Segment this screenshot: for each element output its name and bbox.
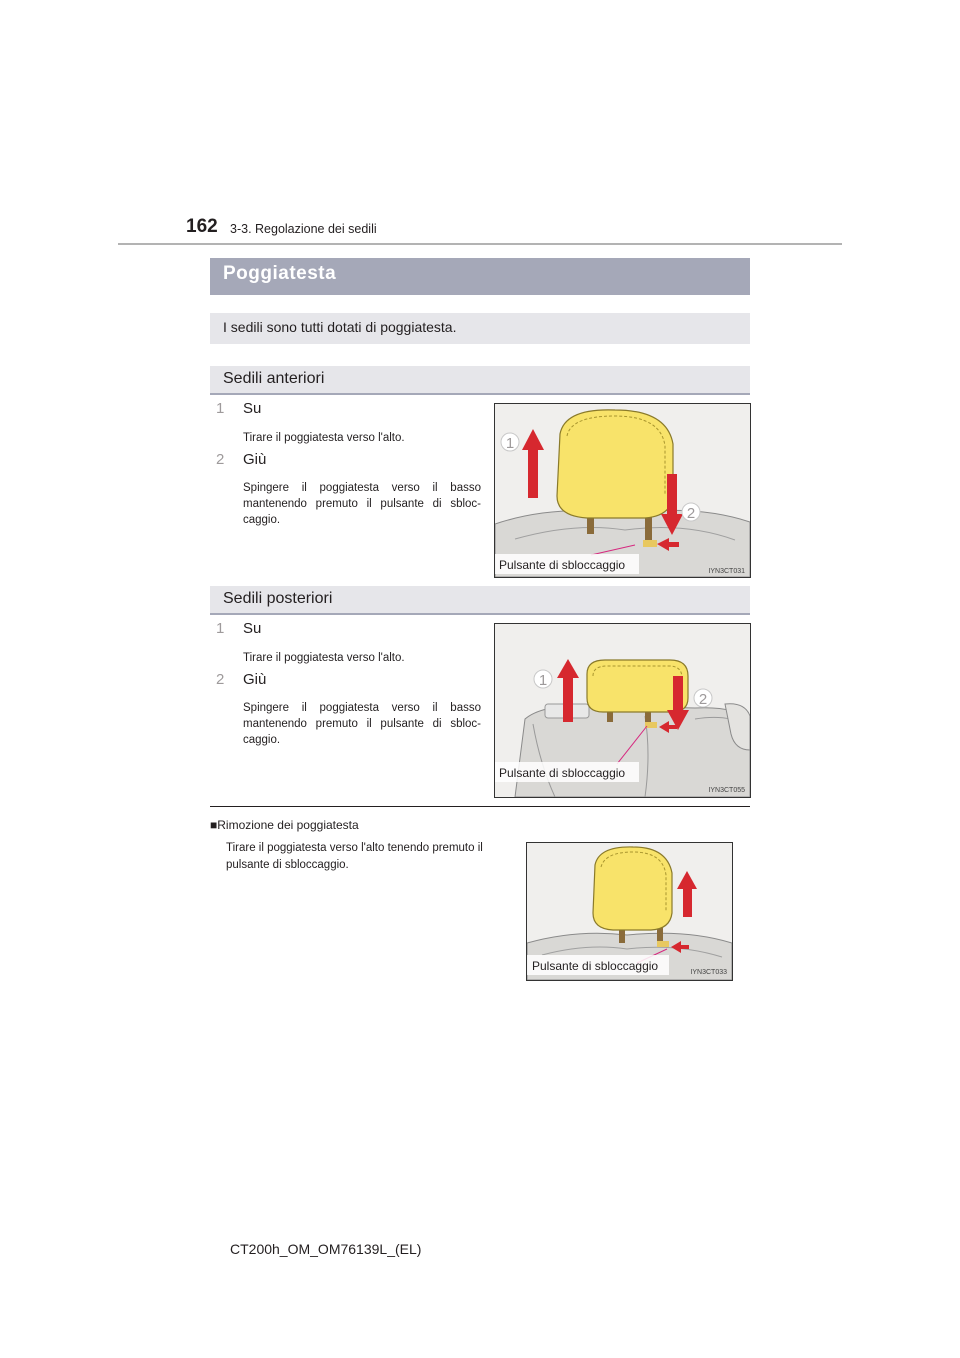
front-up-arrow	[522, 429, 544, 498]
removal-heading: ■Rimozione dei poggiatesta	[210, 818, 359, 832]
front-seats-heading-text: Sedili anteriori	[223, 370, 325, 387]
rear-step-2-number: 2	[216, 671, 225, 688]
rear-headrest-figure	[494, 623, 751, 798]
rear-marker-1: 1	[538, 672, 548, 689]
front-step-1-number: 1	[216, 400, 225, 417]
section-reference: 3-3. Regolazione dei sedili	[230, 222, 377, 236]
front-headrest-shape	[557, 410, 673, 518]
intro-text: I sedili sono tutti dotati di poggiatesta.	[223, 319, 457, 335]
front-marker-1: 1	[505, 435, 515, 452]
front-marker-2: 2	[686, 505, 696, 522]
rear-seats-heading	[210, 586, 750, 615]
removal-headrest-figure	[526, 842, 733, 981]
front-step-2-label: Giù	[243, 451, 267, 468]
front-headrest-figure	[494, 403, 751, 578]
front-seats-heading	[210, 366, 750, 395]
section-divider	[210, 806, 750, 807]
rear-step-2-label: Giù	[243, 671, 267, 688]
front-step-1-label: Su	[243, 400, 262, 417]
removal-release-button-callout: Pulsante di sbloccaggio	[532, 959, 659, 973]
front-figure-code: IYN3CT031	[708, 568, 745, 575]
page-title-bar	[210, 258, 750, 295]
rear-marker-2: 2	[698, 691, 708, 708]
front-step-2-number: 2	[216, 451, 225, 468]
front-step-2-desc: Spingere il poggiatesta verso il basso mantenendo premuto il pulsante di sbloc-caggio.	[243, 482, 481, 526]
front-step-1-desc: Tirare il poggiatesta verso l'alto.	[243, 432, 405, 444]
removal-headrest-shape	[593, 847, 672, 930]
rear-step-1-label: Su	[243, 620, 262, 637]
front-release-button-callout: Pulsante di sbloccaggio	[499, 558, 626, 572]
page-number: 162	[186, 216, 218, 237]
document-code: CT200h_OM_OM76139L_(EL)	[230, 1241, 422, 1257]
rear-release-button-callout: Pulsante di sbloccaggio	[499, 766, 626, 780]
rear-figure-code: IYN3CT055	[708, 787, 745, 794]
rear-seats-heading-text: Sedili posteriori	[223, 590, 333, 607]
page-title: Poggiatesta	[223, 263, 337, 284]
rear-step-2-desc: Spingere il poggiatesta verso il basso mantenendo premuto il pulsante di sbloc-caggio.	[243, 702, 481, 746]
removal-figure-code: IYN3CT033	[690, 969, 727, 976]
rear-step-1-desc: Tirare il poggiatesta verso l'alto.	[243, 652, 405, 664]
rear-step-1-number: 1	[216, 620, 225, 637]
header-divider	[118, 243, 842, 245]
rear-headrest-shape	[587, 660, 688, 712]
removal-desc: Tirare il poggiatesta verso l'alto tenendo premuto il pulsante di sbloccaggio.	[226, 842, 483, 871]
intro-box	[210, 313, 750, 344]
removal-up-arrow	[677, 871, 697, 917]
